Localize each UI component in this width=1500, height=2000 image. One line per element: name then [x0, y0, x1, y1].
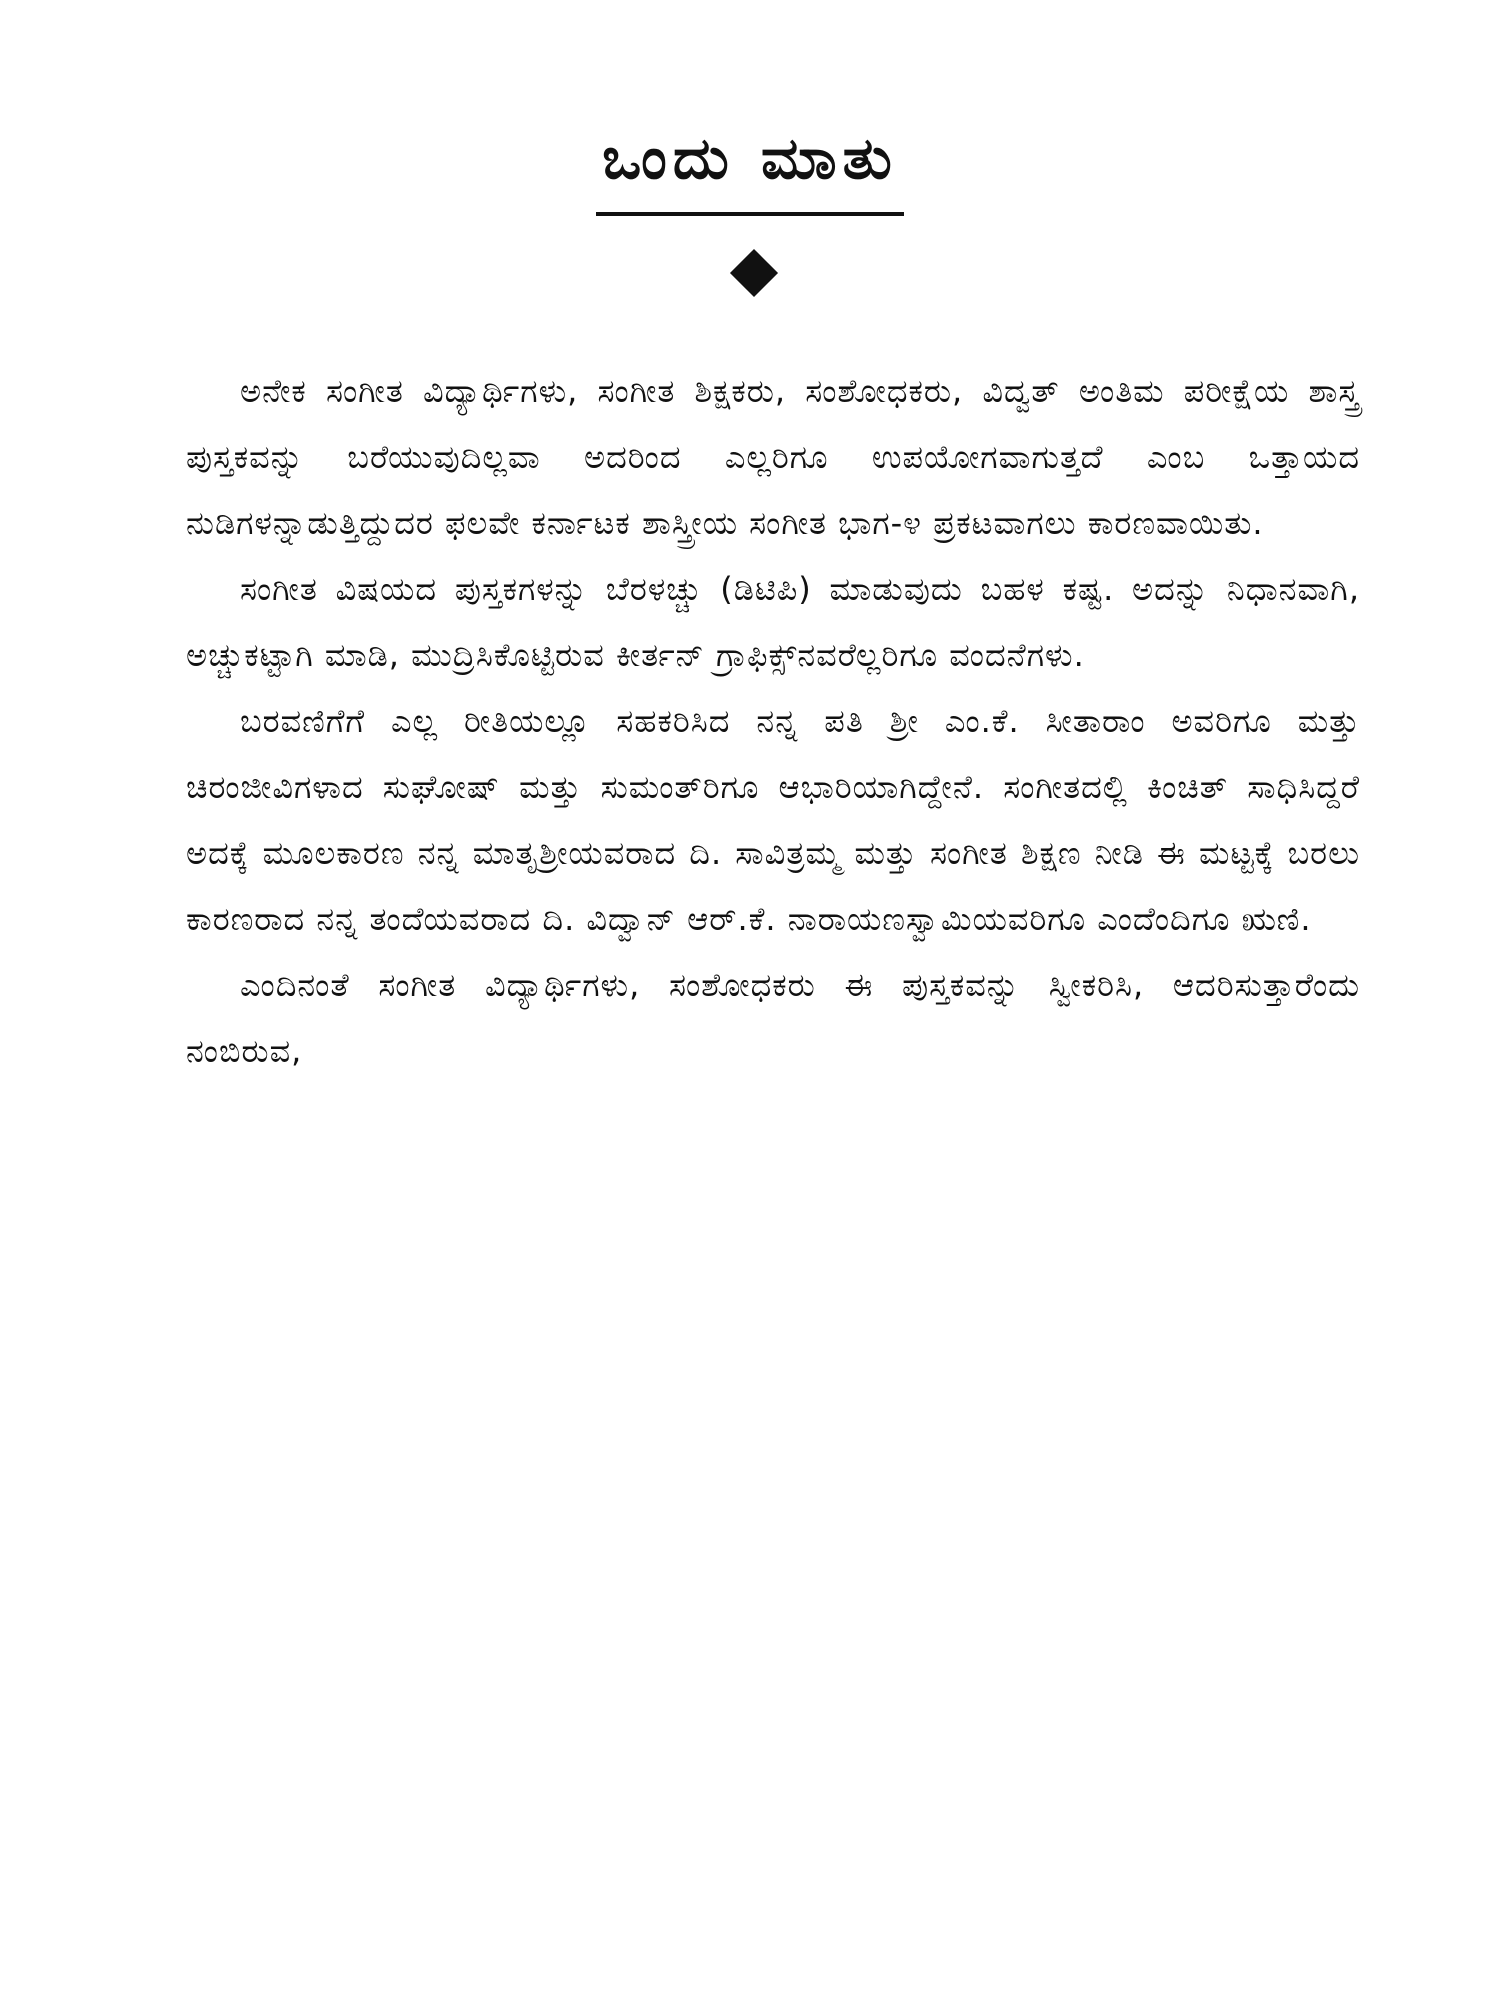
paragraph-3: ಬರವಣಿಗೆಗೆ ಎಲ್ಲ ರೀತಿಯಲ್ಲೂ ಸಹಕರಿಸಿದ ನನ್ನ ಪತಿ ಶ್ರೀ ಎಂ.ಕೆ. ಸೀತಾರಾಂ ಅವರಿಗೂ ಮತ್ತು ಚಿರಂಜೀವಿಗಳಾದ ಸುಘೋಷ್ ಮತ್ತು ಸುಮಂತ್‌ರಿಗೂ ಆಭಾರಿಯಾಗಿದ್ದೇನೆ. ಸಂಗೀತದಲ್ಲಿ ಕಿಂಚಿತ್ ಸಾಧಿಸಿದ್ದರೆ ಅದಕ್ಕೆ ಮೂಲಕಾರಣ ನನ್ನ ಮಾತೃಶ್ರೀಯವರಾದ ದಿ. ಸಾವಿತ್ರಮ್ಮ ಮತ್ತು ಸಂಗೀತ ಶಿಕ್ಷಣ ನೀಡಿ ಈ ಮಟ್ಟಕ್ಕೆ ಬರಲು ಕಾರಣರಾದ ನನ್ನ ತಂದೆಯವರಾದ ದಿ. ವಿದ್ವಾನ್ ಆರ್.ಕೆ. ನಾರಾಯಣಸ್ವಾಮಿಯವರಿಗೂ ಎಂದೆಂದಿಗೂ ಋಣಿ. — [186, 702, 1360, 938]
paragraph-2: ಸಂಗೀತ ವಿಷಯದ ಪುಸ್ತಕಗಳನ್ನು ಬೆರಳಚ್ಚು (ಡಿಟಿಪಿ) ಮಾಡುವುದು ಬಹಳ ಕಷ್ಟ. ಅದನ್ನು ನಿಧಾನವಾಗಿ, ಅಚ್ಚುಕಟ್ಟಾಗಿ ಮಾಡಿ, ಮುದ್ರಿಸಿಕೊಟ್ಟಿರುವ ಕೀರ್ತನ್ ಗ್ರಾಫಿಕ್ಸ್‌ನವರೆಲ್ಲರಿಗೂ ವಂದನೆಗಳು. — [186, 570, 1360, 674]
page-title: ಒಂದು ಮಾತು — [596, 118, 904, 216]
title-block — [0, 118, 1500, 216]
paragraph-4: ಎಂದಿನಂತೆ ಸಂಗೀತ ವಿದ್ಯಾರ್ಥಿಗಳು, ಸಂಶೋಧಕರು ಈ ಪುಸ್ತಕವನ್ನು ಸ್ವೀಕರಿಸಿ, ಆದರಿಸುತ್ತಾರೆಂದು ನಂಬಿರುವ, — [186, 966, 1360, 1070]
body-text — [186, 358, 1360, 1084]
diamond-ornament-icon — [730, 249, 778, 297]
paragraph-1: ಅನೇಕ ಸಂಗೀತ ವಿದ್ಯಾರ್ಥಿಗಳು, ಸಂಗೀತ ಶಿಕ್ಷಕರು, ಸಂಶೋಧಕರು, ವಿದ್ವತ್ ಅಂತಿಮ ಪರೀಕ್ಷೆಯ ಶಾಸ್ತ್ರ ಪುಸ್ತಕವನ್ನು ಬರೆಯುವುದಿಲ್ಲವಾ ಅದರಿಂದ ಎಲ್ಲರಿಗೂ ಉಪಯೋಗವಾಗುತ್ತದೆ ಎಂಬ ಒತ್ತಾಯದ ನುಡಿಗಳನ್ನಾಡುತ್ತಿದ್ದುದರ ಫಲವೇ ಕರ್ನಾಟಕ ಶಾಸ್ತ್ರೀಯ ಸಂಗೀತ ಭಾಗ-೪ ಪ್ರಕಟವಾಗಲು ಕಾರಣವಾಯಿತು. — [186, 372, 1360, 542]
